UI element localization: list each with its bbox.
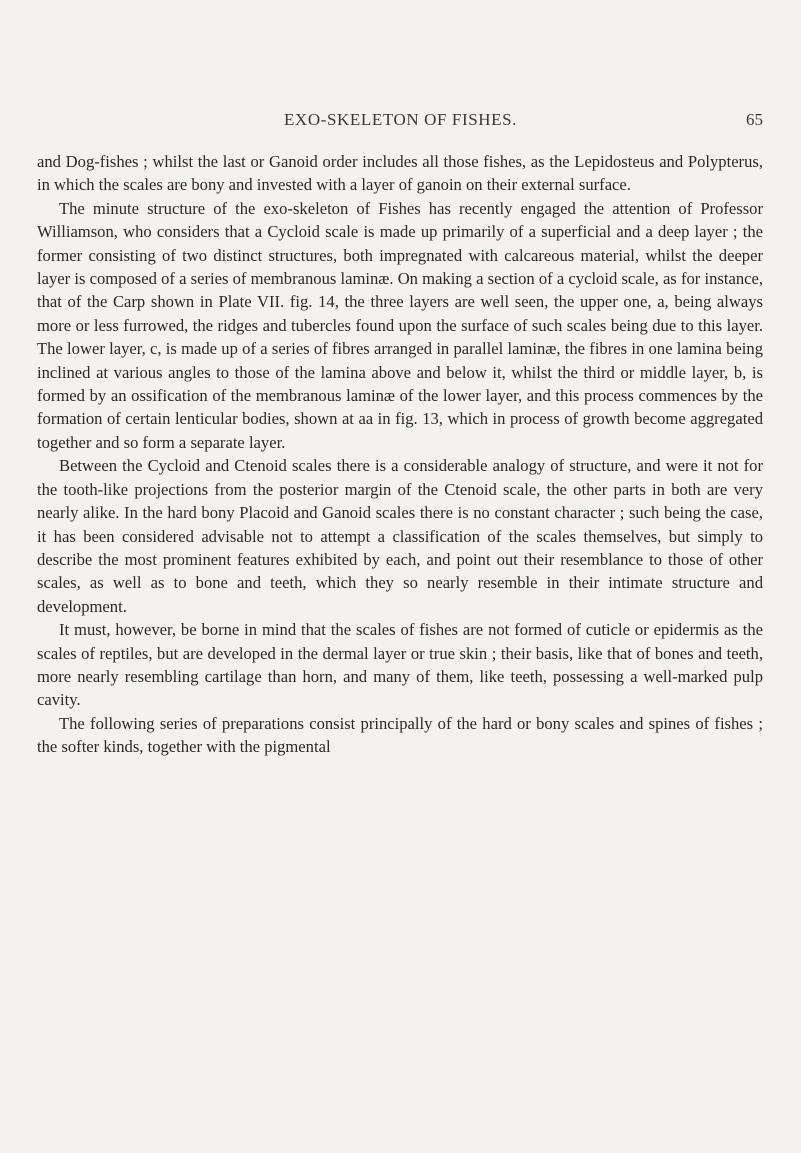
- page-number: 65: [746, 110, 763, 129]
- paragraph-preparations: The following series of preparations consist principally of the hard or bony scales and spines of fishes ; the softer kinds, together with the pigmental: [37, 713, 763, 757]
- paragraph-dermal-layer: It must, however, be borne in mind that the scales of fishes are not formed of cuticle or epidermis as the scales of reptiles, but are developed in the dermal layer or true skin ; their basis, like that of bones and teeth, more nearly resembling cartilage than horn, and many of them, like teeth, possessing a well-marked pulp cavity.: [37, 620, 763, 710]
- paragraph-continuation: and Dog-fishes ; whilst the last or Ganoid order includes all those fishes, as the Lepidosteus and Polypterus, in which the scales are bony and invested with a layer of ganoin on their external surface.: [37, 152, 763, 195]
- running-title: EXO-SKELETON OF FISHES.: [283, 110, 518, 129]
- paragraph-minute-structure: The minute structure of the exo-skeleton of Fishes has recently engaged the attention of Professor Williamson, who considers that a Cycloid scale is made up primarily of a superficial and a deep layer ; the former consisting of two distinct structures, both impregnated with calcareous material, whilst the deeper layer is composed of a series of membranous laminæ. On making a section of a cycloid scale, as for instance, that of the Carp shown in Plate VII. fig. 14, the three layers are well seen, the upper one, a, being always more or less furrowed, the ridges and tubercles found upon the surface of such scales being due to this layer. The lower layer, c, is made up of a series of fibres arranged in parallel laminæ, the fibres in one lamina being inclined at various angles to those of the lamina above and below it, whilst the third or middle layer, b, is formed by an ossification of the membranous laminæ of the lower layer, and this process commences by the formation of certain lenticular bodies, shown at aa in fig. 13, which in process of growth become aggregated together and so form a separate layer.: [37, 198, 763, 452]
- paragraph-cycloid-ctenoid: Between the Cycloid and Ctenoid scales there is a considerable analogy of structure, and were it not for the tooth-like projections from the posterior margin of the Ctenoid scale, the other parts in both are very nearly alike. In the hard bony Placoid and Ganoid scales there is no constant character ; such being the case, it has been considered advisable not to attempt a classification of the scales themselves, but simply to describe the most prominent features exhibited by each, and point out their resemblance to those of other scales, as well as to bone and teeth, which they so nearly resemble in their intimate structure and development.: [37, 456, 763, 616]
- running-head: [36, 110, 765, 134]
- body-text: [37, 150, 763, 759]
